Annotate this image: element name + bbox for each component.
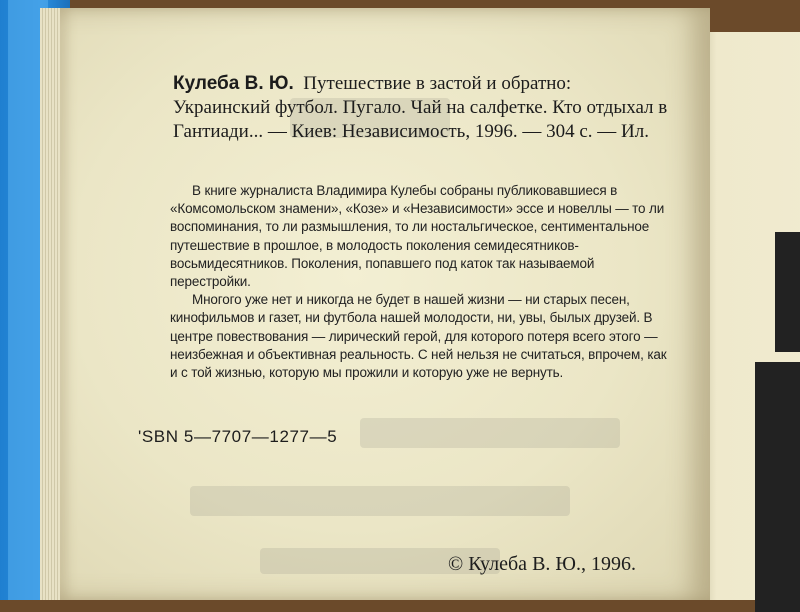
annotation — [170, 182, 668, 382]
isbn: 'SBN 5—7707—1277—5 — [138, 427, 338, 446]
bibliographic-citation — [173, 72, 673, 144]
annotation-paragraph-1: В книге журналиста Владимира Кулебы собраны публиковавшиеся в «Комсомольском знамени», «Козе» и «Независимости» эссе и новеллы — то ли воспоминания, то ли размышления, то ли ностальгическое, сентиментальное путешествие в прошлое, в молодость поколения семидесятников-восьмидесятников. Поколения, попавшего под каток так называемой перестройки. — [170, 183, 665, 290]
copyright: © Кулеба В. Ю., 1996. — [448, 553, 636, 575]
right-page — [695, 32, 800, 600]
author-name: Кулеба В. Ю. — [173, 73, 294, 94]
annotation-paragraph-2: Многого уже нет и никогда не будет в нашей жизни — ни старых песен, кинофильмов и газет, ни футбола нашей молодости, ни, увы, былых друзей. В центре повествования — лирический герой, для которого потеря всего этого — неизбежная и объективная реальность. С ней нельзя не считаться, впрочем, как и с той жизнью, которую мы прожили и которую уже не вернуть. — [170, 292, 667, 381]
book-title: Путешествие в застой и обратно: Украинский футбол. Пугало. Чай на салфетке. Кто отдыхал в Гантиади... — Киев: Независимость, 1996. — 304 с. — Ил. — [173, 73, 668, 142]
